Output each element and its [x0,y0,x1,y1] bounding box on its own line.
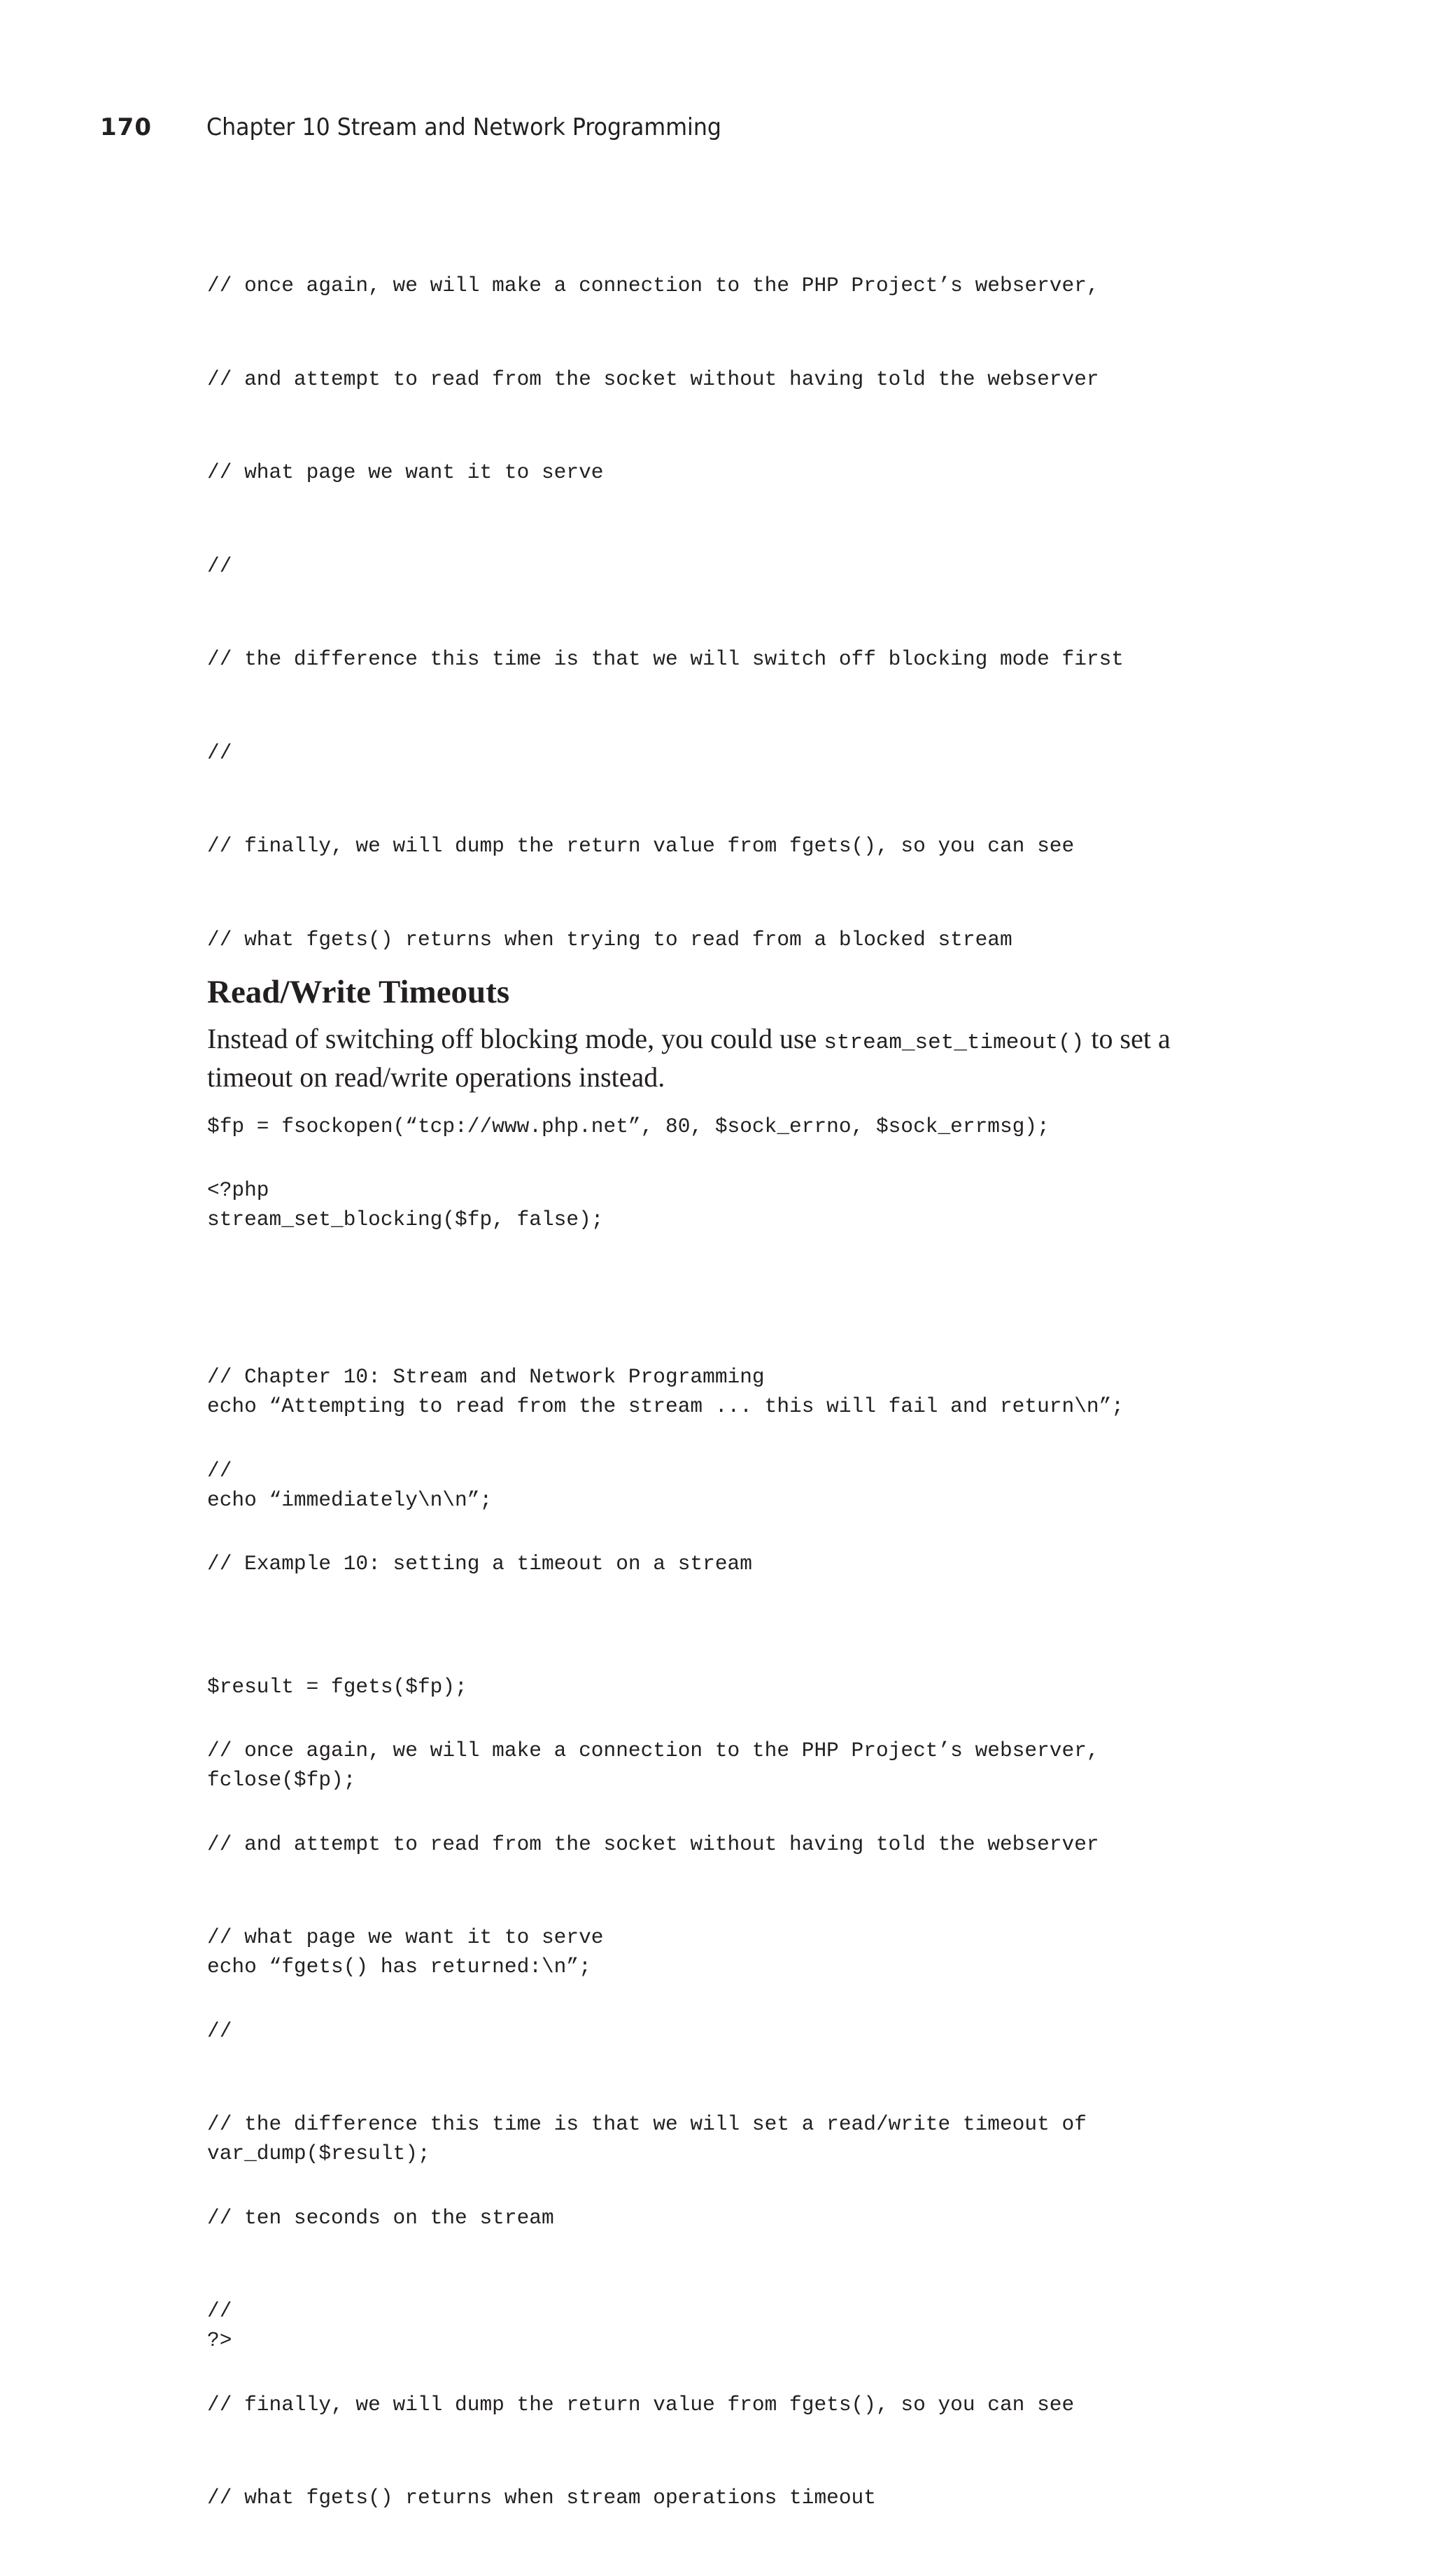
code-line: // ten seconds on the stream [207,2205,554,2230]
code-line: <?php [207,1178,269,1202]
code-line: // what page we want it to serve [207,460,604,484]
code-line: echo “fgets() has returned:\n”; [207,1955,591,1979]
paragraph-text-end: to set a timeout on read/write operations instead. [207,1023,1171,1093]
code-line: // [207,2299,232,2323]
code-line: // and attempt to read from the socket without having told the webserver [207,367,1099,391]
code-line [207,1268,1099,1300]
code-line: // [207,740,232,765]
code-line: stream_set_blocking($fp, false); [207,1208,604,1231]
inline-code: stream_set_timeout() [824,1031,1085,1055]
code-line: // once again, we will make a connection to the PHP Project’s webserver, [207,1739,1099,1762]
code-line: ?> [207,2328,232,2352]
code-line: // [207,2018,232,2043]
running-head [0,112,1433,146]
section-paragraph [207,1021,1201,1094]
code-line: // Chapter 10: Stream and Network Programming [207,1365,765,1389]
section-heading: Read/Write Timeouts [207,974,510,1010]
code-line: // what page we want it to serve [207,1925,604,1949]
code-line: // what fgets() returns when stream operations timeout [207,2486,876,2510]
chapter-title: Chapter 10 Stream and Network Programming [206,113,721,141]
code-line: $fp = fsockopen(“tcp://www.php.net”, 80, $sock_errno, $sock_errmsg); [207,1114,1050,1138]
code-line [207,1642,1099,1673]
code-line: // and attempt to read from the socket without having told the webserver [207,1832,1099,1856]
code-line: // [207,553,232,578]
code-line: // once again, we will make a connection to the PHP Project’s webserver, [207,274,1099,297]
code-line: // the difference this time is that we will set a read/write timeout of [207,2112,1087,2136]
code-line: // finally, we will dump the return value from fgets(), so you can see [207,834,1075,858]
code-line: var_dump($result); [207,2142,430,2165]
code-listing-example-10 [207,1112,1099,2576]
code-line: $result = fgets($fp); [207,1674,467,1699]
code-line: echo “immediately\n\n”; [207,1487,493,1512]
page-number: 170 [100,113,152,141]
code-line: fclose($fp); [207,1768,356,1792]
code-line: // finally, we will dump the return value from fgets(), so you can see [207,2392,1075,2416]
code-line: echo “Attempting to read from the stream ... this will fail and return\n”; [207,1394,1124,1418]
code-line: // the difference this time is that we will switch off blocking mode first [207,647,1124,671]
code-line: // [207,1458,232,1482]
code-line: // Example 10: setting a timeout on a stream [207,1552,752,1576]
code-line: // what fgets() returns when trying to read from a blocked stream [207,927,1012,951]
paragraph-text-start: Instead of switching off blocking mode, you could use [207,1023,824,1054]
